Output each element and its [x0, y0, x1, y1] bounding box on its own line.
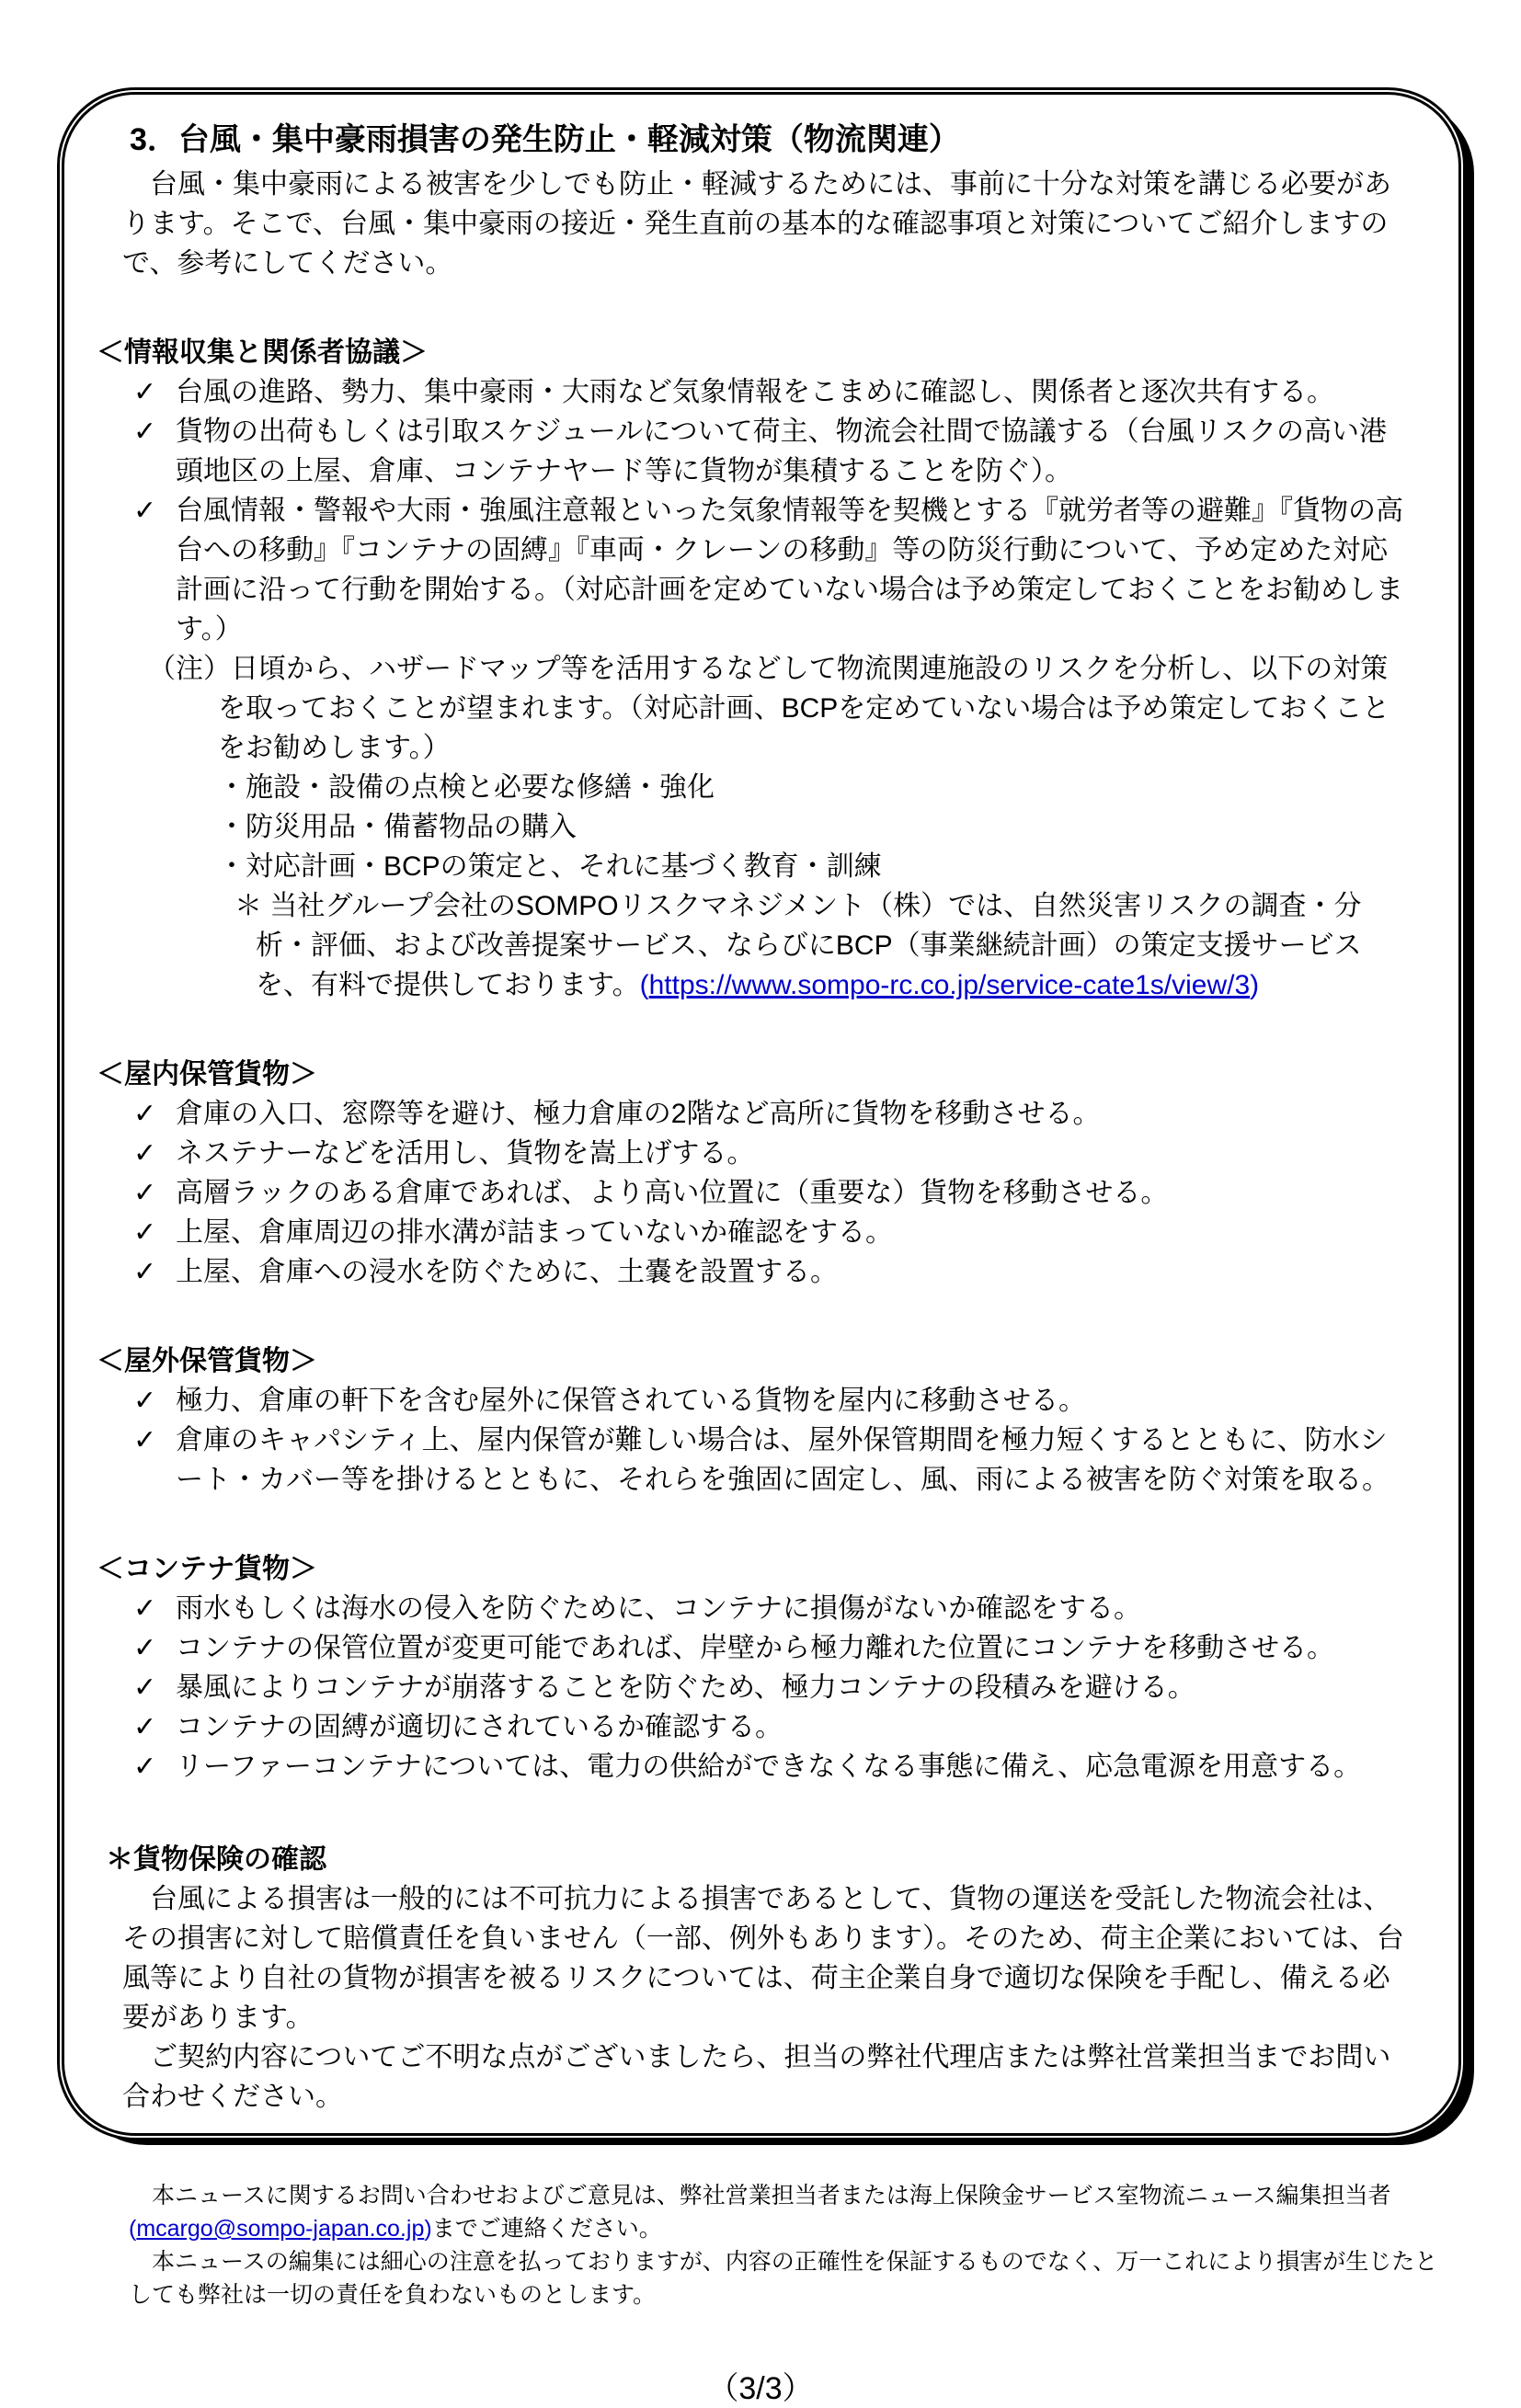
check-list-item [133, 491, 1405, 649]
main-content-box [57, 87, 1466, 2140]
check-list-item [133, 372, 1405, 412]
page-number: （3/3） [707, 2371, 814, 2406]
check-item-text: 台風情報・警報や大雨・強風注意報といった気象情報等を契機とする『就労者等の避難』『貨物の高台への移動』『コンテナの固縛』『車両・クレーンの移動』等の防災行動について、予め定めた対応計画に沿って行動を開始する。（対応計画を定めていない場合は予め策定しておくことをお勧めします。） [176, 496, 1403, 645]
check-icon: ✓ [133, 1257, 157, 1287]
check-icon: ✓ [133, 1099, 157, 1129]
body-paragraph: ご契約内容についてご不明な点がございましたら、担当の弊社代理店または弊社営業担当までお問い合わせください。 [122, 2042, 1391, 2112]
section-heading: ＜屋内保管貨物＞ [97, 1059, 317, 1090]
check-list-item [133, 1668, 1405, 1707]
check-list-item [133, 1589, 1405, 1628]
service-link-url: https://www.sompo-rc.co.jp/service-cate1s/view/3 [648, 970, 1251, 1000]
check-list-item [133, 1628, 1405, 1668]
body-paragraph: 台風による損害は一般的には不可抗力による損害であるとして、貨物の運送を受託した物流会社は、その損害に対して賠償責任を負いません（一部、例外もあります）。そのため、荷主企業においては、台風等により自社の貨物が損害を被るリスクについては、荷主企業自身で適切な保険を手配し、備える必要があります。 [122, 1884, 1404, 2033]
check-item-text: 倉庫の入口、窓際等を避け、極力倉庫の2階など高所に貨物を移動させる。 [176, 1099, 1101, 1129]
check-icon: ✓ [133, 377, 157, 407]
check-item-text: 台風の進路、勢力、集中豪雨・大雨など気象情報をこまめに確認し、関係者と逐次共有する。 [176, 377, 1334, 407]
check-icon: ✓ [133, 1138, 157, 1169]
footer-email-address: mcargo@sompo-japan.co.jp [136, 2216, 425, 2242]
note-item: （注）日頃から、ハザードマップ等を活用するなどして物流関連施設のリスクを分析し、以下の対策を取っておくことが望まれます。（対応計画、BCPを定めていない場合は予め策定しておくことをお勧めします。） [148, 654, 1390, 763]
check-list-item [133, 1747, 1405, 1786]
check-list-item [133, 1421, 1405, 1500]
check-item-text: 極力、倉庫の軒下を含む屋外に保管されている貨物を屋内に移動させる。 [176, 1386, 1086, 1416]
check-icon: ✓ [133, 1672, 157, 1703]
check-item-text: コンテナの保管位置が変更可能であれば、岸壁から極力離れた位置にコンテナを移動させる。 [176, 1633, 1334, 1663]
page-title: 3．台風・集中豪雨損害の発生防止・軽減対策（物流関連） [130, 122, 960, 157]
sub-bullet-item: ・防災用品・備蓄物品の購入 [218, 812, 577, 842]
check-icon: ✓ [133, 1752, 157, 1782]
check-icon: ✓ [133, 1712, 157, 1742]
section-heading: ＜情報収集と関係者協議＞ [97, 337, 428, 368]
insurance-heading: ＊貨物保険の確認 [106, 1844, 326, 1875]
check-list-item [133, 412, 1405, 491]
service-link[interactable] [640, 970, 1260, 1000]
check-item-text: ネステナーなどを活用し、貨物を嵩上げする。 [176, 1138, 755, 1169]
footer-contact-pre: 本ニュースに関するお問い合わせおよびご意見は、弊社営業担当者または海上保険金サービス室物流ニュース編集担当者 [129, 2183, 1391, 2208]
check-list-item [133, 1134, 1405, 1173]
document-page [0, 87, 1521, 2408]
check-list-item [133, 1707, 1405, 1747]
check-item-text: 貨物の出荷もしくは引取スケジュールについて荷主、物流会社間で協議する（台風リスクの高い港頭地区の上屋、倉庫、コンテナヤード等に貨物が集積することを防ぐ）。 [176, 417, 1387, 486]
section-heading: ＜屋外保管貨物＞ [97, 1346, 317, 1376]
check-item-text: 暴風によりコンテナが崩落することを防ぐため、極力コンテナの段積みを避ける。 [176, 1672, 1195, 1703]
service-note: ＊ 当社グループ会社のSOMPOリスクマネジメント（株）では、自然災害リスクの調査・分析・評価、および改善提案サービス、ならびにBCP（事業継続計画）の策定支援サービスを、有料で提供しております。(https://www.sompo-rc.co.jp/service-cate1s/view/3) [234, 891, 1362, 1000]
sub-bullet-item: ・対応計画・BCPの策定と、それに基づく教育・訓練 [218, 851, 882, 882]
content-blocks [97, 333, 1405, 2117]
footer-contact-post: までご連絡ください。 [431, 2216, 662, 2242]
check-icon: ✓ [133, 1425, 157, 1455]
check-item-text: 雨水もしくは海水の侵入を防ぐために、コンテナに損傷がないか確認をする。 [176, 1593, 1141, 1624]
check-icon: ✓ [133, 1217, 157, 1248]
section-heading: ＜コンテナ貨物＞ [97, 1554, 317, 1584]
check-list-item [133, 1094, 1405, 1134]
check-icon: ✓ [133, 1633, 157, 1663]
check-list-item [133, 1173, 1405, 1213]
check-icon: ✓ [133, 417, 157, 447]
check-list-item [133, 1213, 1405, 1252]
intro-paragraph: 台風・集中豪雨による被害を少しでも防止・軽減するためには、事前に十分な対策を講じる必要があります。そこで、台風・集中豪雨の接近・発生直前の基本的な確認事項と対策についてご紹介しますので、参考にしてください。 [122, 169, 1391, 279]
check-icon: ✓ [133, 496, 157, 526]
check-list-item [133, 1381, 1405, 1421]
sub-bullet-item: ・施設・設備の点検と必要な修繕・強化 [218, 772, 715, 803]
check-list-item [133, 1252, 1405, 1292]
check-item-text: 上屋、倉庫周辺の排水溝が詰まっていないか確認をする。 [176, 1217, 893, 1248]
footer-contact-line [129, 2179, 1457, 2245]
check-item-text: 倉庫のキャパシティ上、屋内保管が難しい場合は、屋外保管期間を極力短くするとともに、防水シート・カバー等を掛けるとともに、それらを強固に固定し、風、雨による被害を防ぐ対策を取る。 [176, 1425, 1389, 1495]
footer-note [129, 2179, 1457, 2311]
check-item-text: リーファーコンテナについては、電力の供給ができなくなる事態に備え、応急電源を用意する。 [176, 1752, 1362, 1782]
footer-email-link[interactable]: (mcargo@sompo-japan.co.jp) [129, 2216, 432, 2242]
check-item-text: 上屋、倉庫への浸水を防ぐために、土嚢を設置する。 [176, 1257, 838, 1287]
check-icon: ✓ [133, 1178, 157, 1208]
check-icon: ✓ [133, 1386, 157, 1416]
check-icon: ✓ [133, 1593, 157, 1624]
check-item-text: 高層ラックのある倉庫であれば、より高い位置に（重要な）貨物を移動させる。 [176, 1178, 1169, 1208]
footer-disclaimer-line: 本ニュースの編集には細心の注意を払っておりますが、内容の正確性を保証するものでなく、万一これにより損害が生じたとしても弊社は一切の責任を負わないものとします。 [129, 2249, 1438, 2308]
check-item-text: コンテナの固縛が適切にされているか確認する。 [176, 1712, 783, 1742]
link-open-paren: ( [639, 970, 649, 1000]
link-close-paren: ) [1250, 970, 1260, 1000]
